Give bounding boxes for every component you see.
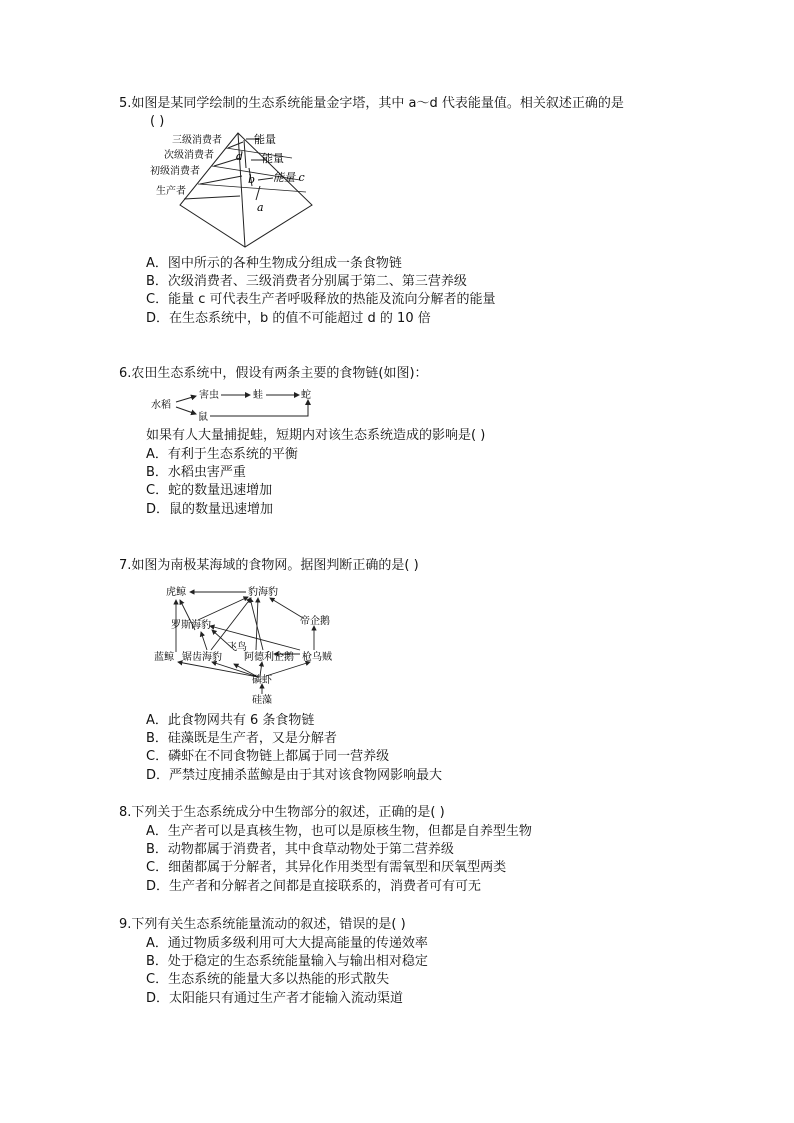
- q9-option-d: D．太阳能只有通过生产者才能输入流动渠道: [146, 990, 404, 1006]
- q8-option-a: A．生产者可以是真核生物，也可以是原核生物，但都是自养型生物: [146, 824, 532, 839]
- web-node: 豹海豹: [248, 587, 278, 598]
- pyramid-level-label: 三级消费者: [172, 135, 222, 146]
- pyramid-level-label: 次级消费者: [164, 150, 214, 161]
- q7-options: [146, 712, 442, 785]
- web-node: 帝企鹅: [300, 616, 330, 627]
- energy-letter: a: [257, 201, 264, 214]
- q8-option-d: D．生产者和分解者之间都是直接联系的，消费者可有可无: [146, 878, 482, 894]
- q5-option-d: D．在生态系统中，b 的值不可能超过 d 的 10 倍: [146, 310, 431, 326]
- q6-option-a: A．有利于生态系统的平衡: [146, 447, 298, 462]
- energy-label: 能量: [262, 152, 284, 165]
- web-node: 阿德利企鹅: [244, 652, 294, 663]
- q9-option-a: A．通过物质多级利用可大大提高能量的传递效率: [146, 936, 428, 951]
- chain-node: 蛇: [301, 390, 311, 401]
- q6-stem: 6.农田生态系统中，假设有两条主要的食物链(如图)：: [119, 366, 428, 381]
- energy-letter: d: [236, 150, 244, 163]
- q7-option-c: C．磷虾在不同食物链上都属于同一营养级: [146, 749, 390, 765]
- energy-label: 能量: [254, 133, 276, 146]
- web-node: 虎鲸: [166, 587, 186, 598]
- q9-option-b: B．处于稳定的生态系统能量输入与输出相对稳定: [146, 954, 428, 970]
- q8-stem: 8.下列关于生态系统成分中生物部分的叙述，正确的是( ): [119, 805, 445, 820]
- chain-node: 鼠: [198, 412, 208, 423]
- q8-options: [146, 823, 532, 896]
- q8-option-c: C．细菌都属于分解者，其异化作用类型有需氧型和厌氧型两类: [146, 860, 507, 876]
- q6-option-d: D．鼠的数量迅速增加: [146, 501, 274, 517]
- q6-option-b: B．水稻虫害严重: [146, 465, 246, 481]
- q7-option-a: A．此食物网共有 6 条食物链: [146, 713, 315, 728]
- energy-letter: b: [248, 173, 256, 186]
- q5-option-a: A．图中所示的各种生物成分组成一条食物链: [146, 256, 402, 271]
- q7-stem: 7.如图为南极某海域的食物网。据图判断正确的是( ): [119, 558, 419, 573]
- web-node: 罗斯海豹: [171, 620, 211, 631]
- web-node: 飞鸟: [227, 642, 247, 653]
- q9-stem: 9.下列有关生态系统能量流动的叙述，错误的是( ): [119, 917, 406, 932]
- q9-option-c: C．生态系统的能量大多以热能的形式散失: [146, 972, 390, 988]
- pyramid-level-label: 生产者: [156, 186, 186, 197]
- web-node: 蓝鲸: [154, 652, 174, 663]
- q5-option-b: B．次级消费者、三级消费者分别属于第二、第三营养级: [146, 274, 467, 290]
- web-node: 锯齿海豹: [182, 652, 222, 663]
- q5-option-c: C．能量 c 可代表生产者呼吸释放的热能及流向分解者的能量: [146, 292, 496, 308]
- q5-stem: 5.如图是某同学绘制的生态系统能量金字塔，其中 a～d 代表能量值。相关叙述正确的是: [119, 96, 624, 111]
- q7-option-b: B．硅藻既是生产者，又是分解者: [146, 731, 337, 747]
- q7-option-d: D．严禁过度捕杀蓝鲸是由于其对该食物网影响最大: [146, 767, 443, 783]
- web-node: 磷虾: [252, 675, 272, 686]
- pyramid-level-label: 初级消费者: [150, 166, 200, 177]
- q5-answer-paren: ( ): [150, 114, 165, 129]
- chain-node: 水稻: [151, 400, 171, 411]
- q8-option-b: B．动物都属于消费者，其中食草动物处于第二营养级: [146, 842, 454, 858]
- q6-option-c: C．蛇的数量迅速增加: [146, 483, 273, 499]
- q9-options: [146, 935, 428, 1008]
- energy-label: 能量 c: [273, 171, 305, 184]
- chain-node: 蛙: [253, 390, 263, 401]
- chain-node: 害虫: [199, 390, 219, 401]
- q6-question: 如果有人大量捕捉蛙，短期内对该生态系统造成的影响是( ): [146, 428, 486, 443]
- web-node: 硅藻: [252, 695, 272, 706]
- web-node: 枪乌贼: [302, 652, 332, 663]
